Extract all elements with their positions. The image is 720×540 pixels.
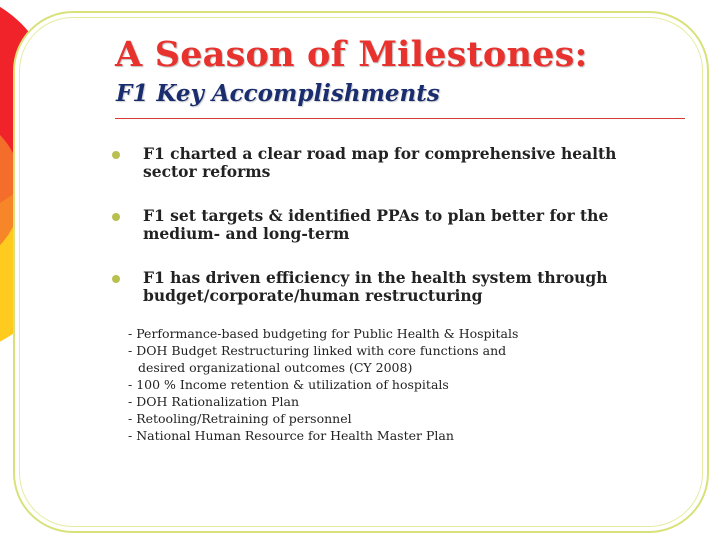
bullet-text: F1 charted a clear road map for comprehensive health sector reforms	[143, 144, 617, 181]
sub-item: - National Human Resource for Health Master Plan	[128, 428, 454, 443]
sub-item: - 100 % Income retention & utilization of hospitals	[128, 377, 449, 392]
bullet-dot-icon	[112, 213, 120, 221]
bullet-text: F1 set targets & identified PPAs to plan better for the medium- and long-term	[143, 206, 609, 243]
bullet-dot-icon	[112, 275, 120, 283]
title-divider	[115, 118, 685, 119]
sub-item: - DOH Budget Restructuring linked with core functions and desired organizational outcomes (CY 2008)	[128, 343, 507, 375]
sub-item: - Retooling/Retraining of personnel	[128, 411, 352, 426]
sub-item: - DOH Rationalization Plan	[128, 394, 300, 409]
bullet-item	[112, 207, 672, 269]
bullet-text: F1 has driven efficiency in the health system through budget/corporate/human restructuring	[143, 268, 608, 305]
bullet-list	[112, 145, 672, 331]
bullet-item	[112, 269, 672, 331]
sub-item: - Performance-based budgeting for Public Health & Hospitals	[128, 326, 519, 341]
slide-title: A Season of Milestones:	[115, 34, 588, 75]
bullet-item	[112, 145, 672, 207]
sub-item-list	[128, 325, 668, 444]
bullet-dot-icon	[112, 151, 120, 159]
slide-subtitle: F1 Key Accomplishments	[116, 80, 440, 107]
